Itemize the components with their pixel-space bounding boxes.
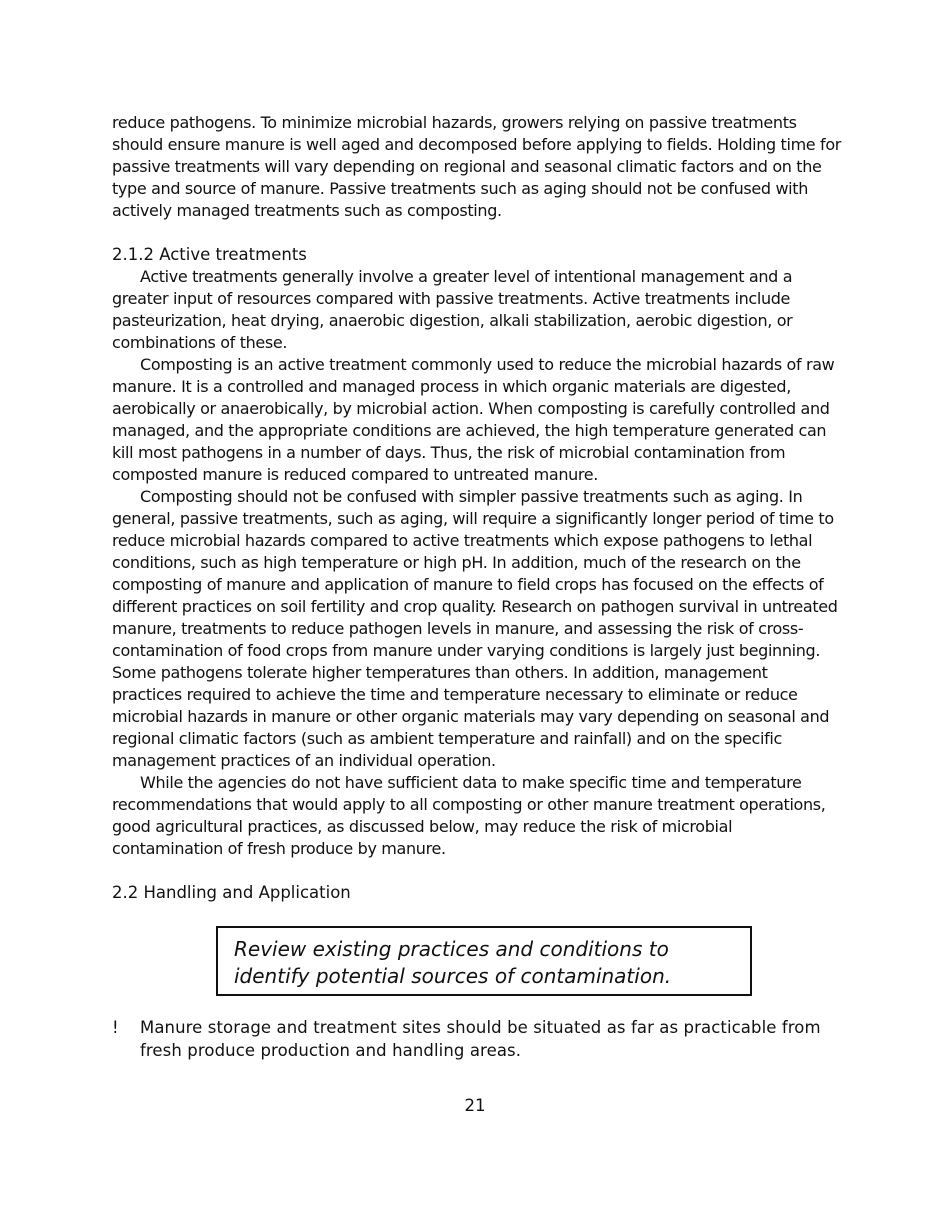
callout-box: Review existing practices and conditions to identify potential sources of contamination.: [216, 926, 752, 996]
body-paragraph: Active treatments generally involve a greater level of intentional management and a greater input of resources compared with passive treatments. Active treatments include pasteurization, heat drying, anaerobic digestion, alkali stabilization, aerobic digestion, or combinations of these.: [112, 267, 793, 352]
spacer: [112, 860, 842, 882]
intro-paragraph: reduce pathogens. To minimize microbial hazards, growers relying on passive treatments should ensure manure is well aged and decomposed before applying to fields. Holding time for passive treatments will vary depending on regional and seasonal climatic factors and on the type and source of manure. Passive treatments such as aging should not be confused with actively managed treatments such as composting.: [112, 113, 841, 220]
page-number: 21: [464, 1096, 486, 1115]
body-paragraph: Composting is an active treatment commonly used to reduce the microbial hazards of raw manure. It is a controlled and managed process in which organic materials are digested, aerobically or anaerobically, by microbial action. When composting is carefully controlled and managed, and the appropriate conditions are achieved, the high temperature generated can kill most pathogens in a number of days. Thus, the risk of microbial contamination from composted manure is reduced compared to untreated manure.: [112, 355, 835, 484]
bullet-text: Manure storage and treatment sites should be situated as far as practicable from fresh produce production and handling areas.: [140, 1018, 821, 1060]
section-heading-handling-application: 2.2 Handling and Application: [112, 883, 351, 902]
exclamation-bullet-icon: !: [112, 1018, 119, 1037]
body-paragraph: Composting should not be confused with simpler passive treatments such as aging. In general, passive treatments, such as aging, will require a significantly longer period of time to reduce microbial hazards compared to active treatments which expose pathogens to lethal conditions, such as high temperature or high pH. In addition, much of the research on the composting of manure and application of manure to field crops has focused on the effects of different practices on soil fertility and crop quality. Research on pathogen survival in untreated manure, treatments to reduce pathogen levels in manure, and assessing the risk of cross-contamination of food crops from manure under varying conditions is largely just beginning. Some pathogens tolerate higher temperatures than others. In addition, management practices required to achieve the time and temperature necessary to eliminate or reduce microbial hazards in manure or other organic materials may vary depending on seasonal and regional climatic factors (such as ambient temperature and rainfall) and on the specific management practices of an individual operation.: [112, 487, 838, 770]
document-page: [112, 112, 842, 1062]
body-paragraph: While the agencies do not have sufficient data to make specific time and temperature recommendations that would apply to all composting or other manure treatment operations, good agricultural practices, as discussed below, may reduce the risk of microbial contamination of fresh produce by manure.: [112, 773, 826, 858]
bullet-item: [112, 1016, 842, 1062]
section-heading-active-treatments: 2.1.2 Active treatments: [112, 245, 307, 264]
callout-container: [112, 904, 842, 996]
spacer: [112, 222, 842, 244]
